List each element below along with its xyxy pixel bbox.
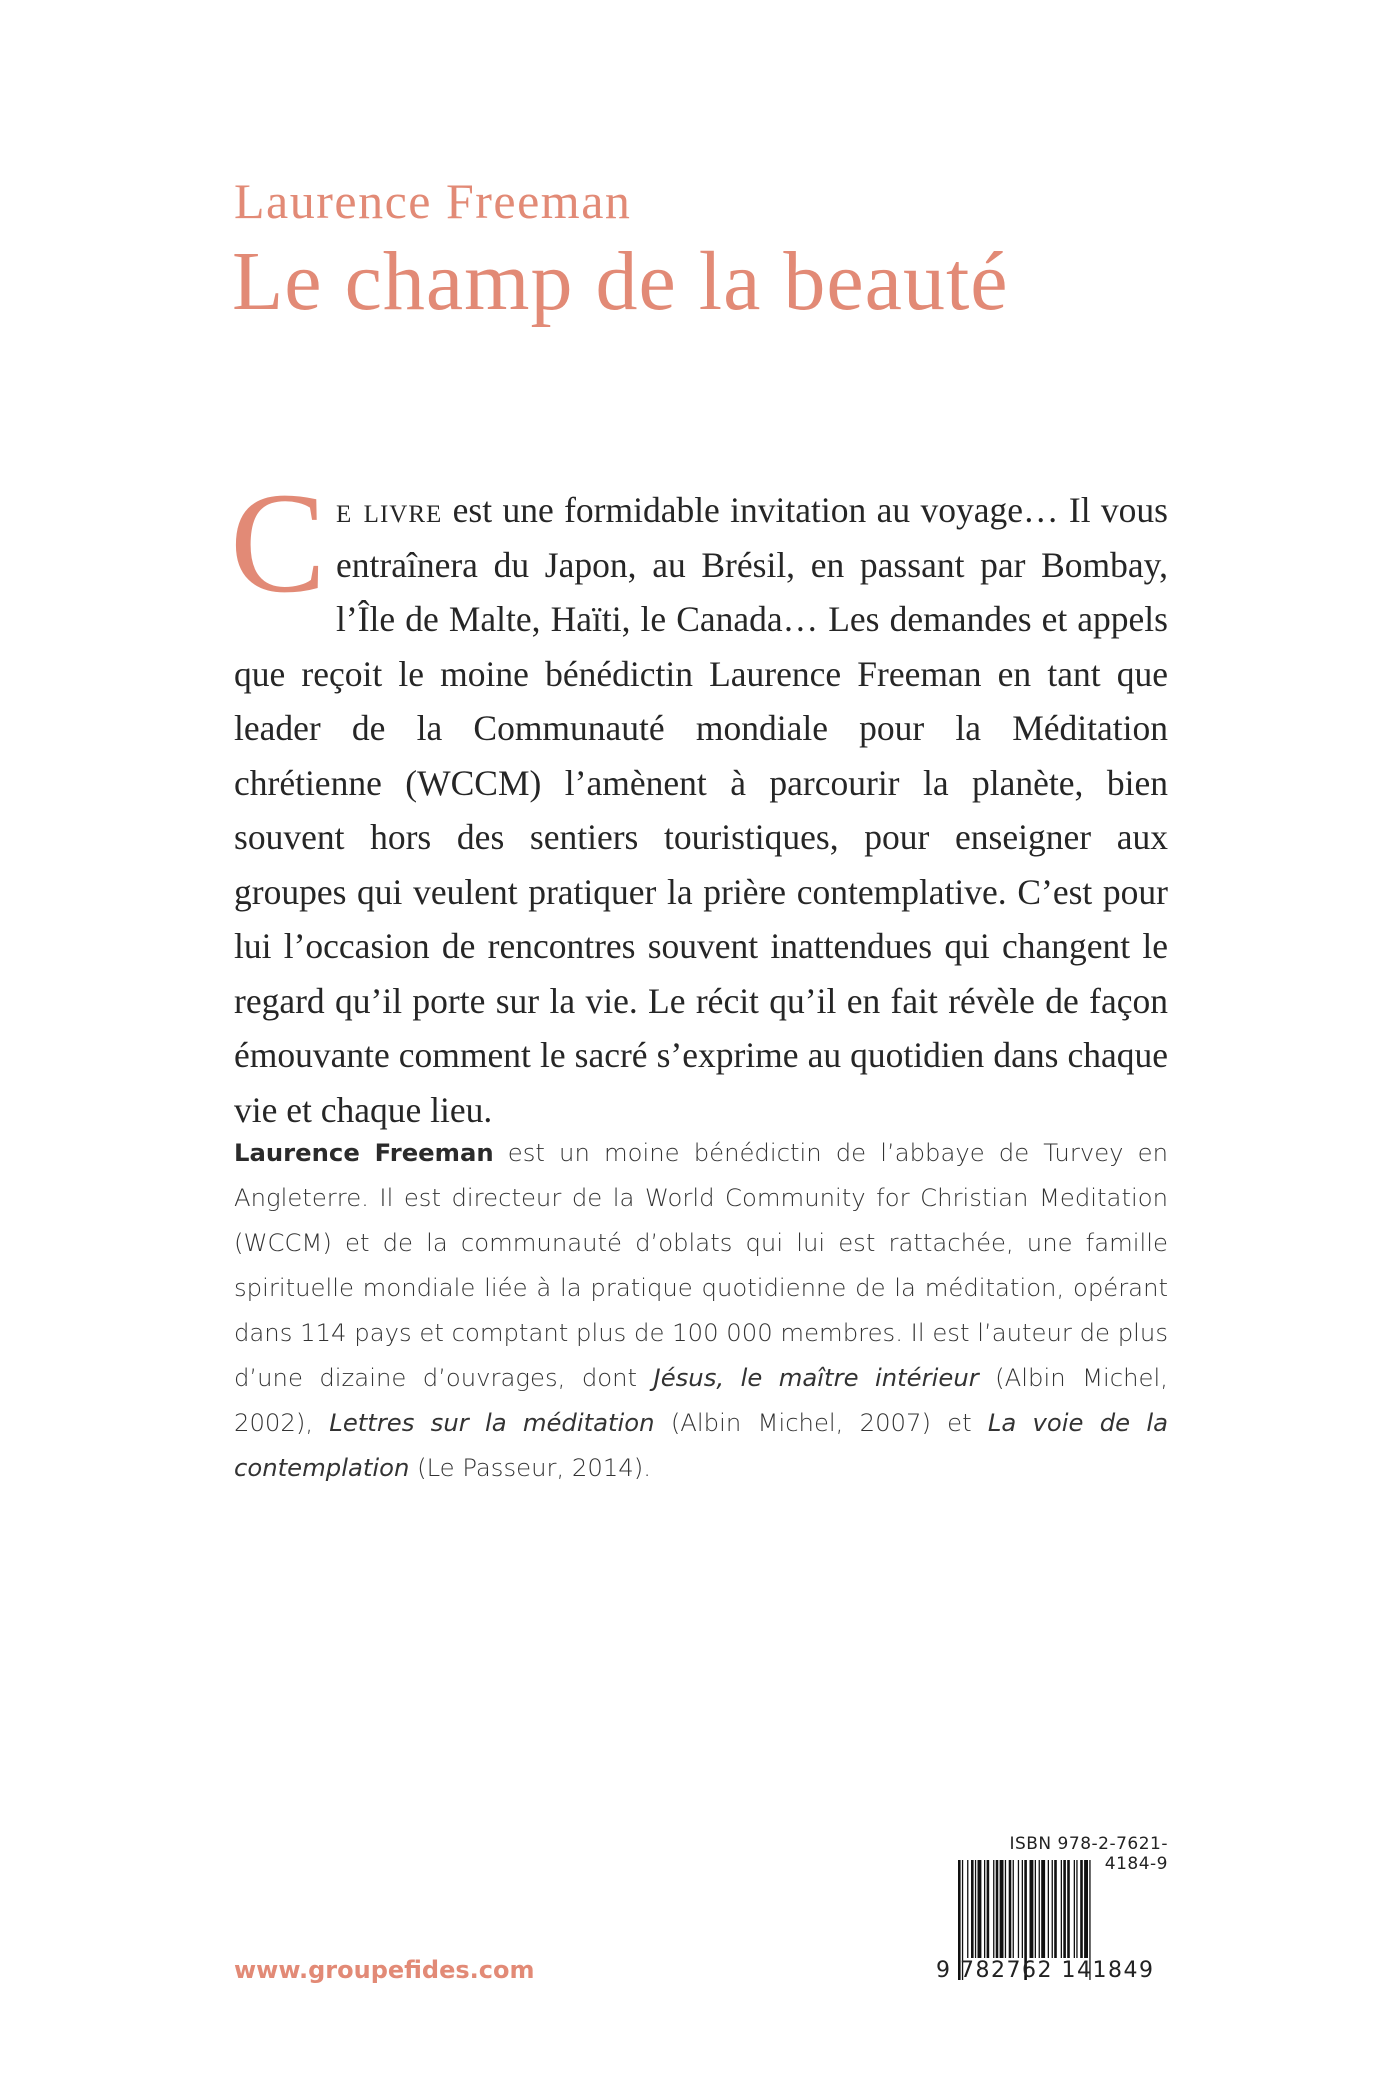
bio-book-3: La voie de la contemplation bbox=[234, 1408, 1168, 1482]
barcode-bar bbox=[993, 1860, 994, 1958]
book-title: Le champ de la beauté bbox=[232, 235, 1009, 328]
barcode-bar bbox=[1084, 1860, 1088, 1958]
barcode-bar bbox=[1076, 1860, 1077, 1958]
barcode-number: 9 782762 141849 bbox=[936, 1958, 1155, 1983]
bio-text-2: (Albin Michel, 2002), bbox=[234, 1363, 1168, 1437]
barcode-bar bbox=[1074, 1860, 1075, 1958]
barcode-bar bbox=[987, 1860, 990, 1958]
author-bio bbox=[234, 1130, 1168, 1490]
barcode-bar bbox=[1052, 1860, 1053, 1958]
barcode-bar bbox=[1009, 1860, 1012, 1958]
barcode-bar bbox=[1063, 1860, 1066, 1958]
bio-text-3: (Albin Michel, 2007) et bbox=[654, 1408, 988, 1437]
barcode-bar bbox=[1018, 1860, 1019, 1958]
bio-book-2: Lettres sur la méditation bbox=[329, 1408, 655, 1437]
barcode-bar bbox=[1041, 1860, 1045, 1958]
barcode-bar bbox=[1022, 1860, 1023, 1958]
isbn-label: ISBN 978-2-7621-4184-9 bbox=[1009, 1834, 1168, 1874]
barcode-bar bbox=[967, 1860, 968, 1958]
bio-text-4: (Le Passeur, 2014). bbox=[409, 1453, 651, 1482]
blurb-paragraph bbox=[230, 464, 1168, 1137]
barcode-bar bbox=[975, 1860, 976, 1958]
bio-text-1: est un moine bénédictin de l’abbaye de Turvey en Angleterre. Il est directeur de la World Community for Christian Meditation (WCCM) et de la communauté d’oblats qui lui est rattachée, une famille spirituelle mondiale liée à la pratique quotidienne de la méditation, opérant dans 114 pays et comptant plus de 100 000 membres. Il est l’auteur de plus d’une dizaine d’ouvrages, dont bbox=[234, 1138, 1168, 1392]
barcode-bar bbox=[1039, 1860, 1040, 1958]
barcode-bar bbox=[1030, 1860, 1034, 1958]
barcode-bar bbox=[984, 1860, 985, 1958]
publisher-website[interactable]: www.groupefides.com bbox=[234, 1956, 535, 1984]
barcode-bar bbox=[996, 1860, 999, 1958]
barcode-bar bbox=[1035, 1860, 1036, 1958]
barcode-bar bbox=[1013, 1860, 1014, 1958]
blurb-lead: e livre bbox=[336, 490, 443, 530]
barcode-bar bbox=[1061, 1860, 1062, 1958]
barcode-bar bbox=[978, 1860, 982, 1958]
bio-author-name: Laurence Freeman bbox=[234, 1138, 494, 1167]
barcode-bar bbox=[1067, 1860, 1070, 1958]
barcode-bar bbox=[1005, 1860, 1006, 1958]
blurb-text: est une formidable invitation au voyage… Il vous entraînera du Japon, au Brésil, en passant par Bombay, l’Île de Malte, Haïti, le Canada… Les demandes et appels que reçoit le moine bénédictin Laurence Freeman en tant que leader de la Communauté mondiale pour la Méditation chrétienne (WCCM) l’amènent à parcourir la planète, bien souvent hors des sentiers touristiques, pour enseigner aux groupes qui veulent pratiquer la prière contemplative. C’est pour lui l’occasion de rencontres souvent inattendues qui changent le regard qu’il porte sur la vie. Le récit qu’il en fait révèle de façon émouvante comment le sacré s’exprime au quotidien dans chaque vie et chaque lieu. bbox=[234, 490, 1168, 1130]
drop-cap: C bbox=[230, 464, 327, 623]
barcode-bar bbox=[971, 1860, 974, 1958]
barcode-bar bbox=[1054, 1860, 1057, 1958]
bio-book-1: Jésus, le maître intérieur bbox=[653, 1363, 979, 1392]
barcode-bar bbox=[1048, 1860, 1049, 1958]
author-name: Laurence Freeman bbox=[234, 173, 632, 229]
barcode-bar bbox=[1000, 1860, 1004, 1958]
barcode-bar bbox=[1080, 1860, 1083, 1958]
